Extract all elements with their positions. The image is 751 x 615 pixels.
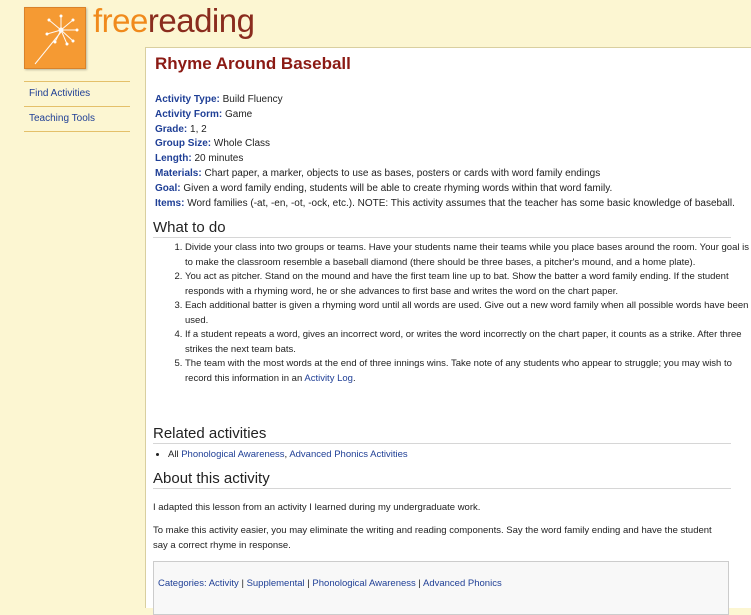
- detail-value: Word families (-at, -en, -ot, -ock, etc.). NOTE: This activity assumes that the teacher has some basic knowledge of baseball.: [187, 197, 735, 209]
- detail-value: Build Fluency: [222, 94, 283, 105]
- activity-details: [155, 93, 735, 211]
- categories-box: [153, 561, 729, 615]
- category-link-activity[interactable]: Activity: [208, 578, 239, 589]
- detail-row: [155, 152, 735, 167]
- brand-free: free: [93, 2, 148, 39]
- related-sep: ,: [284, 449, 288, 460]
- advanced-phonics-activities-link[interactable]: Advanced Phonics Activities: [289, 449, 408, 460]
- brand-reading: reading: [147, 2, 255, 39]
- related-prefix: All: [168, 449, 179, 460]
- detail-row: [155, 167, 735, 182]
- related-list: [157, 449, 408, 460]
- category-link-phonological-awareness[interactable]: Phonological Awareness: [312, 578, 416, 589]
- phonological-awareness-link[interactable]: Phonological Awareness: [181, 449, 285, 460]
- categories-label-link[interactable]: Categories: [158, 578, 204, 589]
- detail-row: [155, 123, 735, 138]
- dandelion-icon: [25, 8, 85, 68]
- main-content: [145, 47, 751, 608]
- section-heading-about: About this activity: [153, 470, 731, 489]
- detail-label: Activity Type:: [155, 94, 220, 105]
- sidebar-nav: [24, 81, 130, 132]
- detail-row: [155, 137, 735, 152]
- step-text: The team with the most words at the end of three innings wins. Take note of any students who appear to struggle; you may wish to record this information in an: [185, 358, 732, 384]
- categories-line: [158, 578, 502, 589]
- detail-row: [155, 197, 735, 212]
- detail-value: Given a word family ending, students will be able to create rhyming words within that word family.: [183, 182, 613, 194]
- about-paragraph: To make this activity easier, you may eliminate the writing and reading components. Say the word family ending and have the student say a correct rhyme in response.: [153, 525, 712, 551]
- brand-logo[interactable]: [93, 2, 254, 40]
- detail-label: Length:: [155, 153, 192, 165]
- list-item: [168, 449, 408, 460]
- list-item: 3. Each additional batter is given a rhyming word until all words are used. Give out a new word family when all possible words have been used.: [185, 299, 750, 328]
- detail-label: Grade:: [155, 123, 188, 135]
- step-end: .: [352, 372, 356, 384]
- detail-label: Group Size:: [155, 138, 212, 150]
- list-item: 1. Divide your class into two groups or teams. Have your students name their teams while you place bases around the room. Your goal is to make the classroom resemble a baseball diamond (there should be three bases, a pitcher's mound, and a home plate).: [185, 241, 750, 270]
- list-item: 4. If a student repeats a word, gives an incorrect word, or writes the word incorrectly on the chart paper, it counts as a strike. After three strikes the next team bats.: [185, 328, 750, 357]
- page-title: Rhyme Around Baseball: [155, 54, 351, 73]
- detail-row: [155, 93, 735, 108]
- sidebar-item-find-activities[interactable]: Find Activities: [29, 88, 91, 99]
- detail-value: Game: [225, 108, 253, 120]
- detail-label: Activity Form:: [155, 108, 223, 120]
- detail-label: Goal:: [155, 182, 181, 194]
- categories-colon: :: [203, 578, 207, 589]
- detail-label: Items:: [155, 197, 185, 209]
- category-separator: |: [307, 578, 310, 589]
- category-link-supplemental[interactable]: Supplemental: [246, 578, 305, 589]
- about-paragraph: I adapted this lesson from an activity I learned during my undergraduate work.: [153, 502, 481, 513]
- section-heading-related: Related activities: [153, 425, 731, 444]
- detail-row: [155, 182, 735, 197]
- dandelion-logo-icon[interactable]: [24, 7, 86, 69]
- list-item: [185, 357, 750, 386]
- detail-row: [155, 108, 735, 123]
- detail-value: 20 minutes: [194, 153, 244, 165]
- steps-list: [164, 241, 750, 386]
- list-item: 2. You act as pitcher. Stand on the mound and have the first team line up to bat. Show the batter a word family ending. If the student responds with a rhyming word, he or she advances to first base and writes the word on the chart paper.: [185, 270, 750, 299]
- category-separator: |: [418, 578, 421, 589]
- detail-label: Materials:: [155, 167, 202, 179]
- section-heading-what-to-do: What to do: [153, 219, 731, 238]
- detail-value: Chart paper, a marker, objects to use as bases, posters or cards with word family endings: [204, 167, 601, 179]
- detail-value: 1, 2: [190, 123, 207, 135]
- activity-log-link[interactable]: Activity Log: [304, 372, 353, 384]
- sidebar-divider: [24, 131, 130, 132]
- detail-value: Whole Class: [213, 138, 271, 150]
- category-link-advanced-phonics[interactable]: Advanced Phonics: [423, 578, 502, 589]
- category-separator: |: [241, 578, 244, 589]
- sidebar-item-teaching-tools[interactable]: Teaching Tools: [29, 113, 95, 124]
